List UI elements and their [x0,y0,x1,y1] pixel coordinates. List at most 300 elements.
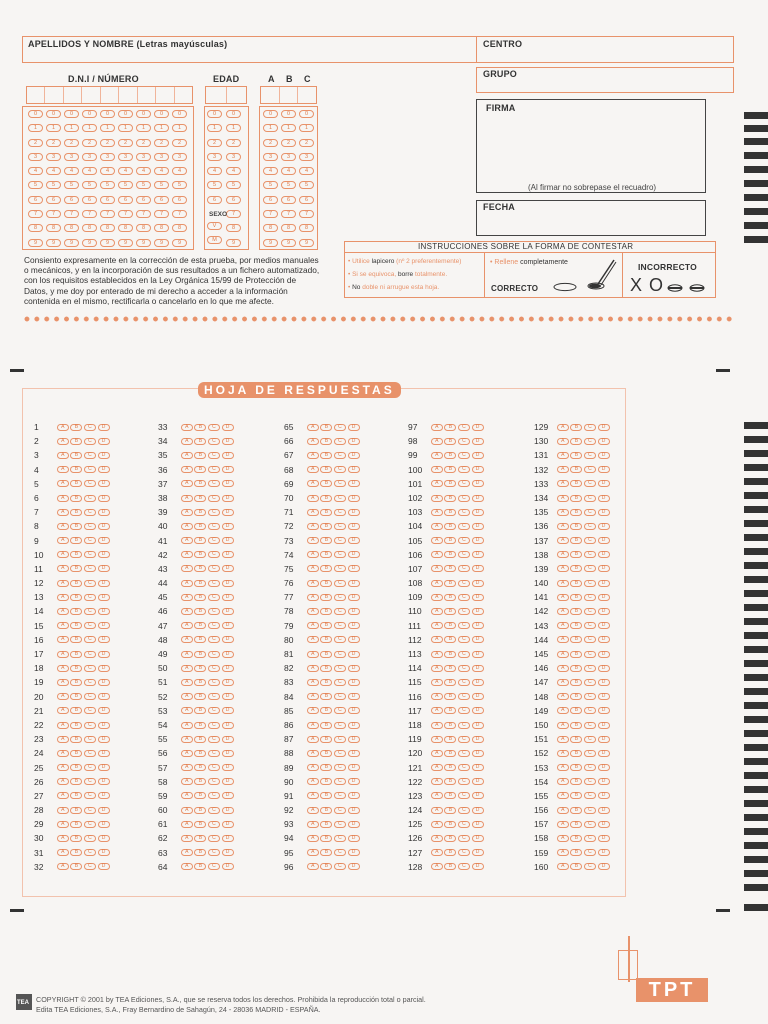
digit-bubble[interactable]: 9 [100,239,115,247]
answer-bubble-c[interactable]: C [584,608,596,615]
answer-bubble-c[interactable]: C [84,722,96,729]
answer-bubble-b[interactable]: B [444,707,456,714]
answer-bubble-c[interactable]: C [208,636,220,643]
answer-bubble-c[interactable]: C [334,792,346,799]
answer-bubble-c[interactable]: C [334,466,346,473]
answer-bubble-a[interactable]: A [431,608,443,615]
answer-bubble-a[interactable]: A [57,736,69,743]
answer-bubble-b[interactable]: B [70,466,82,473]
answer-bubble-c[interactable]: C [208,509,220,516]
answer-bubble-a[interactable]: A [431,424,443,431]
answer-bubble-b[interactable]: B [444,537,456,544]
answer-bubble-b[interactable]: B [570,764,582,771]
digit-bubble[interactable]: 0 [64,110,79,118]
digit-bubble[interactable]: 2 [172,139,187,147]
answer-bubble-d[interactable]: D [598,480,610,487]
answer-bubble-a[interactable]: A [57,622,69,629]
answer-bubble-a[interactable]: A [57,523,69,530]
answer-bubble-a[interactable]: A [431,750,443,757]
answer-bubble-d[interactable]: D [598,778,610,785]
answer-bubble-b[interactable]: B [320,651,332,658]
answer-bubble-a[interactable]: A [181,480,193,487]
answer-bubble-d[interactable]: D [598,580,610,587]
answer-bubble-d[interactable]: D [348,523,360,530]
answer-bubble-c[interactable]: C [458,651,470,658]
answer-bubble-d[interactable]: D [348,693,360,700]
digit-bubble[interactable]: 7 [64,210,79,218]
digit-bubble[interactable]: 0 [82,110,97,118]
answer-bubble-c[interactable]: C [584,707,596,714]
answer-bubble-b[interactable]: B [444,807,456,814]
digit-bubble[interactable]: 2 [118,139,133,147]
digit-bubble[interactable]: 5 [118,181,133,189]
answer-bubble-d[interactable]: D [98,863,110,870]
digit-bubble[interactable]: 8 [64,224,79,232]
digit-bubble[interactable]: 4 [226,167,241,175]
answer-bubble-d[interactable]: D [222,622,234,629]
answer-bubble-b[interactable]: B [444,551,456,558]
answer-bubble-d[interactable]: D [348,778,360,785]
answer-bubble-d[interactable]: D [472,863,484,870]
answer-bubble-b[interactable]: B [444,523,456,530]
answer-bubble-d[interactable]: D [98,594,110,601]
answer-bubble-a[interactable]: A [431,736,443,743]
digit-bubble[interactable]: 7 [281,210,296,218]
digit-bubble[interactable]: 6 [263,196,278,204]
answer-bubble-a[interactable]: A [181,835,193,842]
answer-bubble-a[interactable]: A [307,679,319,686]
answer-bubble-b[interactable]: B [444,679,456,686]
answer-bubble-b[interactable]: B [320,551,332,558]
answer-bubble-a[interactable]: A [181,821,193,828]
answer-bubble-d[interactable]: D [598,466,610,473]
digit-bubble[interactable]: 0 [46,110,61,118]
digit-bubble[interactable]: 9 [226,239,241,247]
answer-bubble-b[interactable]: B [70,424,82,431]
answer-bubble-c[interactable]: C [584,466,596,473]
answer-bubble-c[interactable]: C [208,466,220,473]
answer-bubble-b[interactable]: B [70,693,82,700]
answer-bubble-a[interactable]: A [431,778,443,785]
answer-bubble-b[interactable]: B [444,438,456,445]
answer-bubble-c[interactable]: C [334,693,346,700]
answer-bubble-d[interactable]: D [598,551,610,558]
answer-bubble-b[interactable]: B [194,594,206,601]
answer-bubble-a[interactable]: A [557,580,569,587]
answer-bubble-c[interactable]: C [458,580,470,587]
answer-bubble-b[interactable]: B [70,835,82,842]
answer-bubble-c[interactable]: C [84,580,96,587]
answer-bubble-c[interactable]: C [84,707,96,714]
answer-bubble-a[interactable]: A [431,821,443,828]
answer-bubble-d[interactable]: D [348,807,360,814]
answer-bubble-a[interactable]: A [57,565,69,572]
digit-bubble[interactable]: 3 [118,153,133,161]
answer-bubble-a[interactable]: A [57,722,69,729]
digit-bubble[interactable]: 0 [28,110,43,118]
answer-bubble-d[interactable]: D [222,523,234,530]
answer-bubble-c[interactable]: C [334,452,346,459]
answer-bubble-d[interactable]: D [98,679,110,686]
answer-bubble-c[interactable]: C [458,835,470,842]
answer-bubble-c[interactable]: C [584,651,596,658]
answer-bubble-d[interactable]: D [472,665,484,672]
answer-bubble-d[interactable]: D [598,608,610,615]
answer-bubble-a[interactable]: A [181,722,193,729]
answer-bubble-c[interactable]: C [208,835,220,842]
answer-bubble-b[interactable]: B [444,665,456,672]
digit-bubble[interactable]: 1 [28,124,43,132]
answer-bubble-d[interactable]: D [348,466,360,473]
answer-bubble-d[interactable]: D [98,424,110,431]
answer-bubble-d[interactable]: D [222,651,234,658]
answer-bubble-b[interactable]: B [70,452,82,459]
answer-bubble-d[interactable]: D [348,594,360,601]
answer-bubble-b[interactable]: B [570,438,582,445]
digit-bubble[interactable]: 6 [172,196,187,204]
answer-bubble-c[interactable]: C [334,807,346,814]
answer-bubble-c[interactable]: C [208,608,220,615]
answer-bubble-c[interactable]: C [208,480,220,487]
answer-bubble-c[interactable]: C [458,523,470,530]
answer-bubble-d[interactable]: D [348,636,360,643]
answer-bubble-a[interactable]: A [57,466,69,473]
answer-bubble-c[interactable]: C [584,679,596,686]
answer-bubble-b[interactable]: B [70,636,82,643]
digit-bubble[interactable]: 1 [263,124,278,132]
digit-bubble[interactable]: 4 [263,167,278,175]
answer-bubble-a[interactable]: A [307,594,319,601]
answer-bubble-d[interactable]: D [98,509,110,516]
answer-bubble-a[interactable]: A [307,750,319,757]
answer-bubble-b[interactable]: B [194,480,206,487]
answer-bubble-a[interactable]: A [431,835,443,842]
answer-bubble-a[interactable]: A [557,792,569,799]
answer-bubble-c[interactable]: C [584,495,596,502]
answer-bubble-a[interactable]: A [181,736,193,743]
digit-bubble[interactable]: 7 [136,210,151,218]
answer-bubble-a[interactable]: A [431,665,443,672]
answer-bubble-c[interactable]: C [84,495,96,502]
answer-bubble-b[interactable]: B [444,424,456,431]
digit-bubble[interactable]: 4 [281,167,296,175]
digit-bubble[interactable]: 7 [263,210,278,218]
answer-bubble-c[interactable]: C [208,424,220,431]
answer-bubble-a[interactable]: A [557,651,569,658]
answer-bubble-b[interactable]: B [194,821,206,828]
answer-bubble-a[interactable]: A [307,480,319,487]
answer-bubble-c[interactable]: C [208,807,220,814]
answer-bubble-a[interactable]: A [181,863,193,870]
digit-bubble[interactable]: 5 [100,181,115,189]
answer-bubble-a[interactable]: A [431,466,443,473]
answer-bubble-a[interactable]: A [431,523,443,530]
answer-bubble-c[interactable]: C [208,849,220,856]
answer-bubble-d[interactable]: D [598,707,610,714]
answer-bubble-c[interactable]: C [458,424,470,431]
sexo-bubble-m[interactable]: M [207,236,222,244]
answer-bubble-a[interactable]: A [181,509,193,516]
digit-bubble[interactable]: 7 [82,210,97,218]
answer-bubble-c[interactable]: C [458,438,470,445]
answer-bubble-c[interactable]: C [208,764,220,771]
answer-bubble-b[interactable]: B [444,480,456,487]
answer-bubble-d[interactable]: D [348,480,360,487]
answer-bubble-b[interactable]: B [70,736,82,743]
answer-bubble-b[interactable]: B [70,495,82,502]
answer-bubble-c[interactable]: C [334,594,346,601]
digit-bubble[interactable]: 8 [226,224,241,232]
answer-bubble-c[interactable]: C [584,693,596,700]
answer-bubble-c[interactable]: C [84,551,96,558]
answer-bubble-a[interactable]: A [181,452,193,459]
answer-bubble-a[interactable]: A [57,424,69,431]
answer-bubble-a[interactable]: A [181,594,193,601]
answer-bubble-a[interactable]: A [181,622,193,629]
answer-bubble-b[interactable]: B [570,863,582,870]
answer-bubble-b[interactable]: B [70,863,82,870]
answer-bubble-b[interactable]: B [570,580,582,587]
answer-bubble-d[interactable]: D [222,509,234,516]
answer-bubble-a[interactable]: A [307,537,319,544]
answer-bubble-d[interactable]: D [98,722,110,729]
answer-bubble-b[interactable]: B [444,835,456,842]
digit-bubble[interactable]: 3 [100,153,115,161]
answer-bubble-a[interactable]: A [307,792,319,799]
answer-bubble-d[interactable]: D [472,679,484,686]
answer-bubble-c[interactable]: C [458,594,470,601]
answer-bubble-b[interactable]: B [570,565,582,572]
answer-bubble-c[interactable]: C [584,835,596,842]
answer-bubble-c[interactable]: C [84,509,96,516]
answer-bubble-a[interactable]: A [307,608,319,615]
answer-bubble-a[interactable]: A [307,636,319,643]
answer-bubble-c[interactable]: C [458,480,470,487]
answer-bubble-a[interactable]: A [557,551,569,558]
answer-bubble-c[interactable]: C [208,750,220,757]
answer-bubble-c[interactable]: C [334,764,346,771]
digit-bubble[interactable]: 2 [226,139,241,147]
answer-bubble-a[interactable]: A [307,565,319,572]
answer-bubble-d[interactable]: D [98,821,110,828]
digit-bubble[interactable]: 3 [226,153,241,161]
answer-bubble-a[interactable]: A [57,778,69,785]
answer-bubble-b[interactable]: B [570,452,582,459]
answer-bubble-a[interactable]: A [57,608,69,615]
answer-bubble-c[interactable]: C [458,452,470,459]
digit-bubble[interactable]: 9 [118,239,133,247]
answer-bubble-a[interactable]: A [57,452,69,459]
answer-bubble-c[interactable]: C [208,778,220,785]
answer-bubble-d[interactable]: D [472,636,484,643]
answer-bubble-d[interactable]: D [472,736,484,743]
answer-bubble-c[interactable]: C [458,466,470,473]
answer-bubble-a[interactable]: A [307,551,319,558]
answer-bubble-a[interactable]: A [307,764,319,771]
answer-bubble-b[interactable]: B [194,509,206,516]
answer-bubble-c[interactable]: C [584,750,596,757]
answer-bubble-d[interactable]: D [598,665,610,672]
answer-bubble-a[interactable]: A [557,424,569,431]
answer-bubble-b[interactable]: B [320,523,332,530]
answer-bubble-c[interactable]: C [458,537,470,544]
answer-bubble-c[interactable]: C [458,551,470,558]
answer-bubble-d[interactable]: D [98,792,110,799]
answer-bubble-c[interactable]: C [208,693,220,700]
answer-bubble-d[interactable]: D [222,537,234,544]
digit-bubble[interactable]: 3 [82,153,97,161]
digit-bubble[interactable]: 6 [299,196,314,204]
answer-bubble-c[interactable]: C [84,778,96,785]
answer-bubble-d[interactable]: D [222,707,234,714]
digit-bubble[interactable]: 0 [207,110,222,118]
answer-bubble-d[interactable]: D [222,551,234,558]
answer-bubble-d[interactable]: D [98,636,110,643]
answer-bubble-b[interactable]: B [194,608,206,615]
digit-bubble[interactable]: 6 [46,196,61,204]
answer-bubble-c[interactable]: C [208,792,220,799]
answer-bubble-a[interactable]: A [57,551,69,558]
digit-bubble[interactable]: 2 [82,139,97,147]
answer-bubble-a[interactable]: A [431,693,443,700]
digit-bubble[interactable]: 5 [281,181,296,189]
answer-bubble-d[interactable]: D [472,480,484,487]
answer-bubble-a[interactable]: A [557,565,569,572]
answer-bubble-d[interactable]: D [598,679,610,686]
digit-bubble[interactable]: 4 [28,167,43,175]
answer-bubble-d[interactable]: D [348,622,360,629]
answer-bubble-d[interactable]: D [98,622,110,629]
answer-bubble-d[interactable]: D [222,750,234,757]
answer-bubble-c[interactable]: C [458,693,470,700]
answer-bubble-c[interactable]: C [584,722,596,729]
digit-bubble[interactable]: 4 [136,167,151,175]
edad-write-cells[interactable] [205,86,247,104]
answer-bubble-a[interactable]: A [557,466,569,473]
answer-bubble-b[interactable]: B [444,778,456,785]
digit-bubble[interactable]: 5 [226,181,241,189]
digit-bubble[interactable]: 1 [82,124,97,132]
answer-bubble-c[interactable]: C [334,537,346,544]
answer-bubble-c[interactable]: C [334,480,346,487]
answer-bubble-c[interactable]: C [334,665,346,672]
answer-bubble-a[interactable]: A [307,693,319,700]
answer-bubble-b[interactable]: B [320,693,332,700]
answer-bubble-b[interactable]: B [194,679,206,686]
answer-bubble-c[interactable]: C [84,849,96,856]
answer-bubble-d[interactable]: D [222,849,234,856]
digit-bubble[interactable]: 4 [64,167,79,175]
answer-bubble-d[interactable]: D [348,495,360,502]
answer-bubble-a[interactable]: A [557,636,569,643]
answer-bubble-d[interactable]: D [472,565,484,572]
answer-bubble-a[interactable]: A [57,835,69,842]
answer-bubble-c[interactable]: C [584,424,596,431]
answer-bubble-c[interactable]: C [84,608,96,615]
answer-bubble-d[interactable]: D [348,580,360,587]
answer-bubble-a[interactable]: A [431,764,443,771]
answer-bubble-a[interactable]: A [181,750,193,757]
answer-bubble-a[interactable]: A [57,665,69,672]
answer-bubble-b[interactable]: B [444,736,456,743]
digit-bubble[interactable]: 0 [100,110,115,118]
answer-bubble-a[interactable]: A [431,679,443,686]
answer-bubble-c[interactable]: C [458,849,470,856]
digit-bubble[interactable]: 9 [28,239,43,247]
answer-bubble-a[interactable]: A [431,792,443,799]
digit-bubble[interactable]: 8 [263,224,278,232]
answer-bubble-c[interactable]: C [334,622,346,629]
answer-bubble-c[interactable]: C [458,622,470,629]
answer-bubble-d[interactable]: D [98,438,110,445]
answer-bubble-b[interactable]: B [320,537,332,544]
digit-bubble[interactable]: 9 [263,239,278,247]
answer-bubble-b[interactable]: B [570,665,582,672]
digit-bubble[interactable]: 9 [154,239,169,247]
digit-bubble[interactable]: 6 [118,196,133,204]
answer-bubble-c[interactable]: C [208,438,220,445]
answer-bubble-b[interactable]: B [444,722,456,729]
answer-bubble-a[interactable]: A [557,622,569,629]
answer-bubble-b[interactable]: B [194,424,206,431]
answer-bubble-c[interactable]: C [334,750,346,757]
answer-bubble-c[interactable]: C [458,636,470,643]
answer-bubble-a[interactable]: A [307,509,319,516]
answer-bubble-b[interactable]: B [70,750,82,757]
answer-bubble-c[interactable]: C [584,580,596,587]
answer-bubble-b[interactable]: B [570,594,582,601]
answer-bubble-a[interactable]: A [557,693,569,700]
answer-bubble-b[interactable]: B [570,466,582,473]
answer-bubble-a[interactable]: A [557,523,569,530]
answer-bubble-d[interactable]: D [348,679,360,686]
answer-bubble-c[interactable]: C [584,821,596,828]
answer-bubble-c[interactable]: C [208,452,220,459]
answer-bubble-a[interactable]: A [431,722,443,729]
answer-bubble-b[interactable]: B [570,480,582,487]
answer-bubble-a[interactable]: A [307,651,319,658]
answer-bubble-b[interactable]: B [444,693,456,700]
digit-bubble[interactable]: 8 [172,224,187,232]
answer-bubble-a[interactable]: A [57,495,69,502]
answer-bubble-b[interactable]: B [570,778,582,785]
answer-bubble-b[interactable]: B [444,608,456,615]
digit-bubble[interactable]: 7 [172,210,187,218]
answer-bubble-b[interactable]: B [70,608,82,615]
answer-bubble-d[interactable]: D [222,722,234,729]
answer-bubble-a[interactable]: A [57,580,69,587]
answer-bubble-b[interactable]: B [194,565,206,572]
digit-bubble[interactable]: 2 [28,139,43,147]
digit-bubble[interactable]: 4 [172,167,187,175]
answer-bubble-c[interactable]: C [84,764,96,771]
digit-bubble[interactable]: 0 [154,110,169,118]
answer-bubble-d[interactable]: D [472,707,484,714]
answer-bubble-a[interactable]: A [181,551,193,558]
digit-bubble[interactable]: 1 [46,124,61,132]
answer-bubble-d[interactable]: D [98,452,110,459]
answer-bubble-c[interactable]: C [84,665,96,672]
answer-bubble-a[interactable]: A [181,580,193,587]
answer-bubble-b[interactable]: B [570,821,582,828]
answer-bubble-b[interactable]: B [570,736,582,743]
answer-bubble-c[interactable]: C [84,736,96,743]
answer-bubble-d[interactable]: D [222,480,234,487]
answer-bubble-b[interactable]: B [320,452,332,459]
digit-bubble[interactable]: 9 [281,239,296,247]
digit-bubble[interactable]: 3 [281,153,296,161]
digit-bubble[interactable]: 4 [207,167,222,175]
